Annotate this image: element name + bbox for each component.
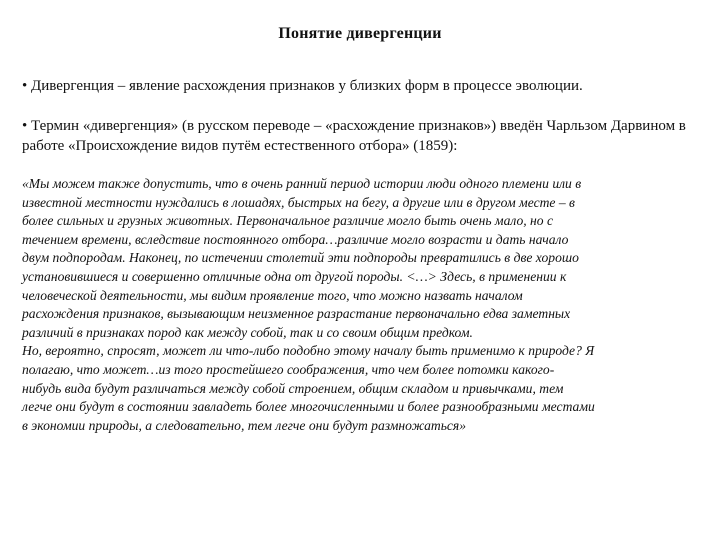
quote-line: течением времени, вследствие постоянного отбора…различие могло возрасти и дать начало [22,231,569,247]
quote-line: более сильных и грузных животных. Первоначальное различие могло быть очень мало, но с [22,213,554,229]
bullet-definition: • Дивергенция – явление расхождения признаков у близких форм в процессе эволюции. [22,78,583,94]
quote-line: различий в признаках пород как между собой, так и со своим общим предком. [22,324,473,340]
page-title: Понятие дивергенции [278,25,442,42]
quote-line: расхождения признаков, вызывающим неизменное разрастание первоначально едва заметных [22,306,571,322]
quote-line: полагаю, что может…из того простейшего соображения, что чем более потомки какого- [22,361,555,377]
darwin-quote [22,175,712,435]
quote-line: нибудь вида будут различаться между собой строением, общим складом и привычками, тем [22,380,564,396]
quote-line: установившиеся и совершенно отличные одна от другой породы. <…> Здесь, в применении к [22,268,567,284]
quote-line: легче они будут в состоянии завладеть более многочисленными и более разнообразными местами [22,399,595,415]
quote-line: в экономии природы, а следовательно, тем легче они будут размножаться» [22,417,467,433]
quote-line: человеческой деятельности, мы видим проявление того, что можно назвать началом [22,287,523,303]
quote-line: известной местности нуждались в лошадях, быстрых на бегу, а другие или в другом месте – в [22,194,575,210]
bullet-term-origin: • Термин «дивергенция» (в русском переводе – «расхождение признаков») введён Чарльзом Дарвином в работе «Происхождение видов путём естественного отбора» (1859): [22,118,686,154]
quote-line: двум подпородам. Наконец, по истечении столетий эти подпороды превратились в две хорошо [22,250,579,266]
quote-line: Но, вероятно, спросят, может ли что-либо подобно этому началу быть применимо к природе? Я [22,343,595,359]
quote-line: «Мы можем также допустить, что в очень ранний период истории люди одного племени или в [22,176,582,191]
